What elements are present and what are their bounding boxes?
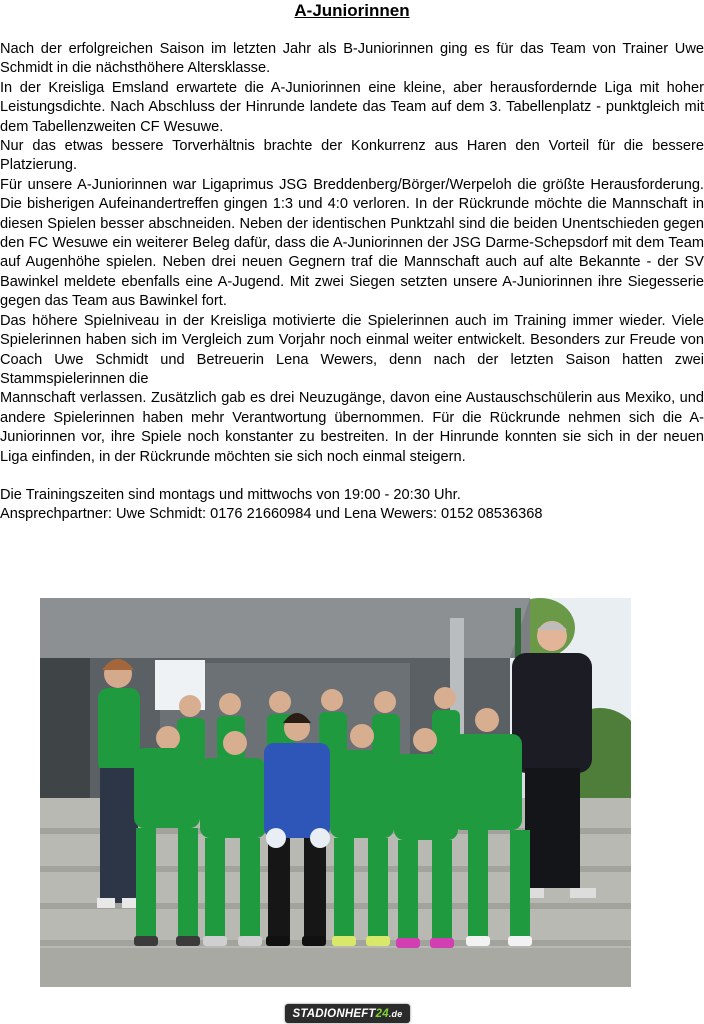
paragraph: Nach der erfolgreichen Saison im letzten Jahr als B-Juniorinnen ging es für das Team von Trainer Uwe Schmidt in die nächsthöhere Altersklasse. (0, 41, 704, 77)
paragraph: Für unsere A-Juniorinnen war Ligaprimus JSG Breddenberg/Börger/Werpeloh die größte Herausforderung. Die bisherigen Aufeinandertreffen gingen 1:3 und 4:0 verloren. In der Rückrunde möchte die Mannschaft in diesen Spielen besser abschneiden. Neben der identischen Punktzahl sind die beiden Unentschieden gegen den FC Wesuwe ein weiterer Beleg dafür, dass die A-Juniorinnen der JSG Darme-Schepsdorf mit dem Team auf Augenhöhe spielen. Neben drei neuen Gegnern traf die Mannschaft auch auf alte Bekannte - der SV Bawinkel meldete ebenfalls eine A-Jugend. Mit zwei Siegen setzten unsere A-Juniorinnen ihre Siegesserie gegen das Team aus Bawinkel fort. (0, 176, 704, 310)
article-body (0, 40, 704, 525)
training-times: Die Trainingszeiten sind montags und mittwochs von 19:00 - 20:30 Uhr. (0, 486, 461, 503)
paragraph: In der Kreisliga Emsland erwartete die A-Juniorinnen eine kleine, aber herausfordernde Liga mit hoher Leistungsdichte. Nach Abschluss der Hinrunde landete das Team auf dem 3. Tabellenplatz - punktgleich mit dem Tabellenzweiten CF Wesuwe. (0, 79, 704, 135)
team-photo (40, 598, 631, 987)
team-photo-illustration (40, 598, 631, 987)
paragraph: Mannschaft verlassen. Zusätzlich gab es drei Neuzugänge, davon eine Austauschschülerin aus Mexiko, und andere Spielerinnen haben mehr Verantwortung übernommen. Für die Rückrunde nehmen sich die A-Juniorinnen vor, ihre Spiele noch konstanter zu bestreiten. In der Hinrunde konnten sie sich in der neuen Liga einfinden, in der Rückrunde möchten sie sich noch einmal steigern. (0, 390, 704, 465)
paragraph-gap (0, 467, 704, 486)
logo-domain: .de (388, 1008, 403, 1019)
logo-text: STADIONHEFT (292, 1007, 376, 1020)
page-title: A-Juniorinnen (294, 1, 410, 20)
paragraph: Das höhere Spielniveau in der Kreisliga motivierte die Spielerinnen auch im Training immer wieder. Viele Spielerinnen haben sich im Vergleich zum Vorjahr noch einmal weiter entwickelt. Besonders zur Freude von Coach Uwe Schmidt und Betreuerin Lena Wewers, denn nach der letzten Saison hatten zwei Stammspielerinnen die (0, 312, 704, 387)
paragraph: Nur das etwas bessere Torverhältnis brachte der Konkurrenz aus Haren den Vorteil für die bessere Platzierung. (0, 138, 704, 174)
contact-info: Ansprechpartner: Uwe Schmidt: 0176 21660984 und Lena Wewers: 0152 08536368 (0, 506, 543, 523)
stadionheft-logo[interactable] (285, 1004, 410, 1023)
logo-number: 24 (375, 1007, 389, 1020)
